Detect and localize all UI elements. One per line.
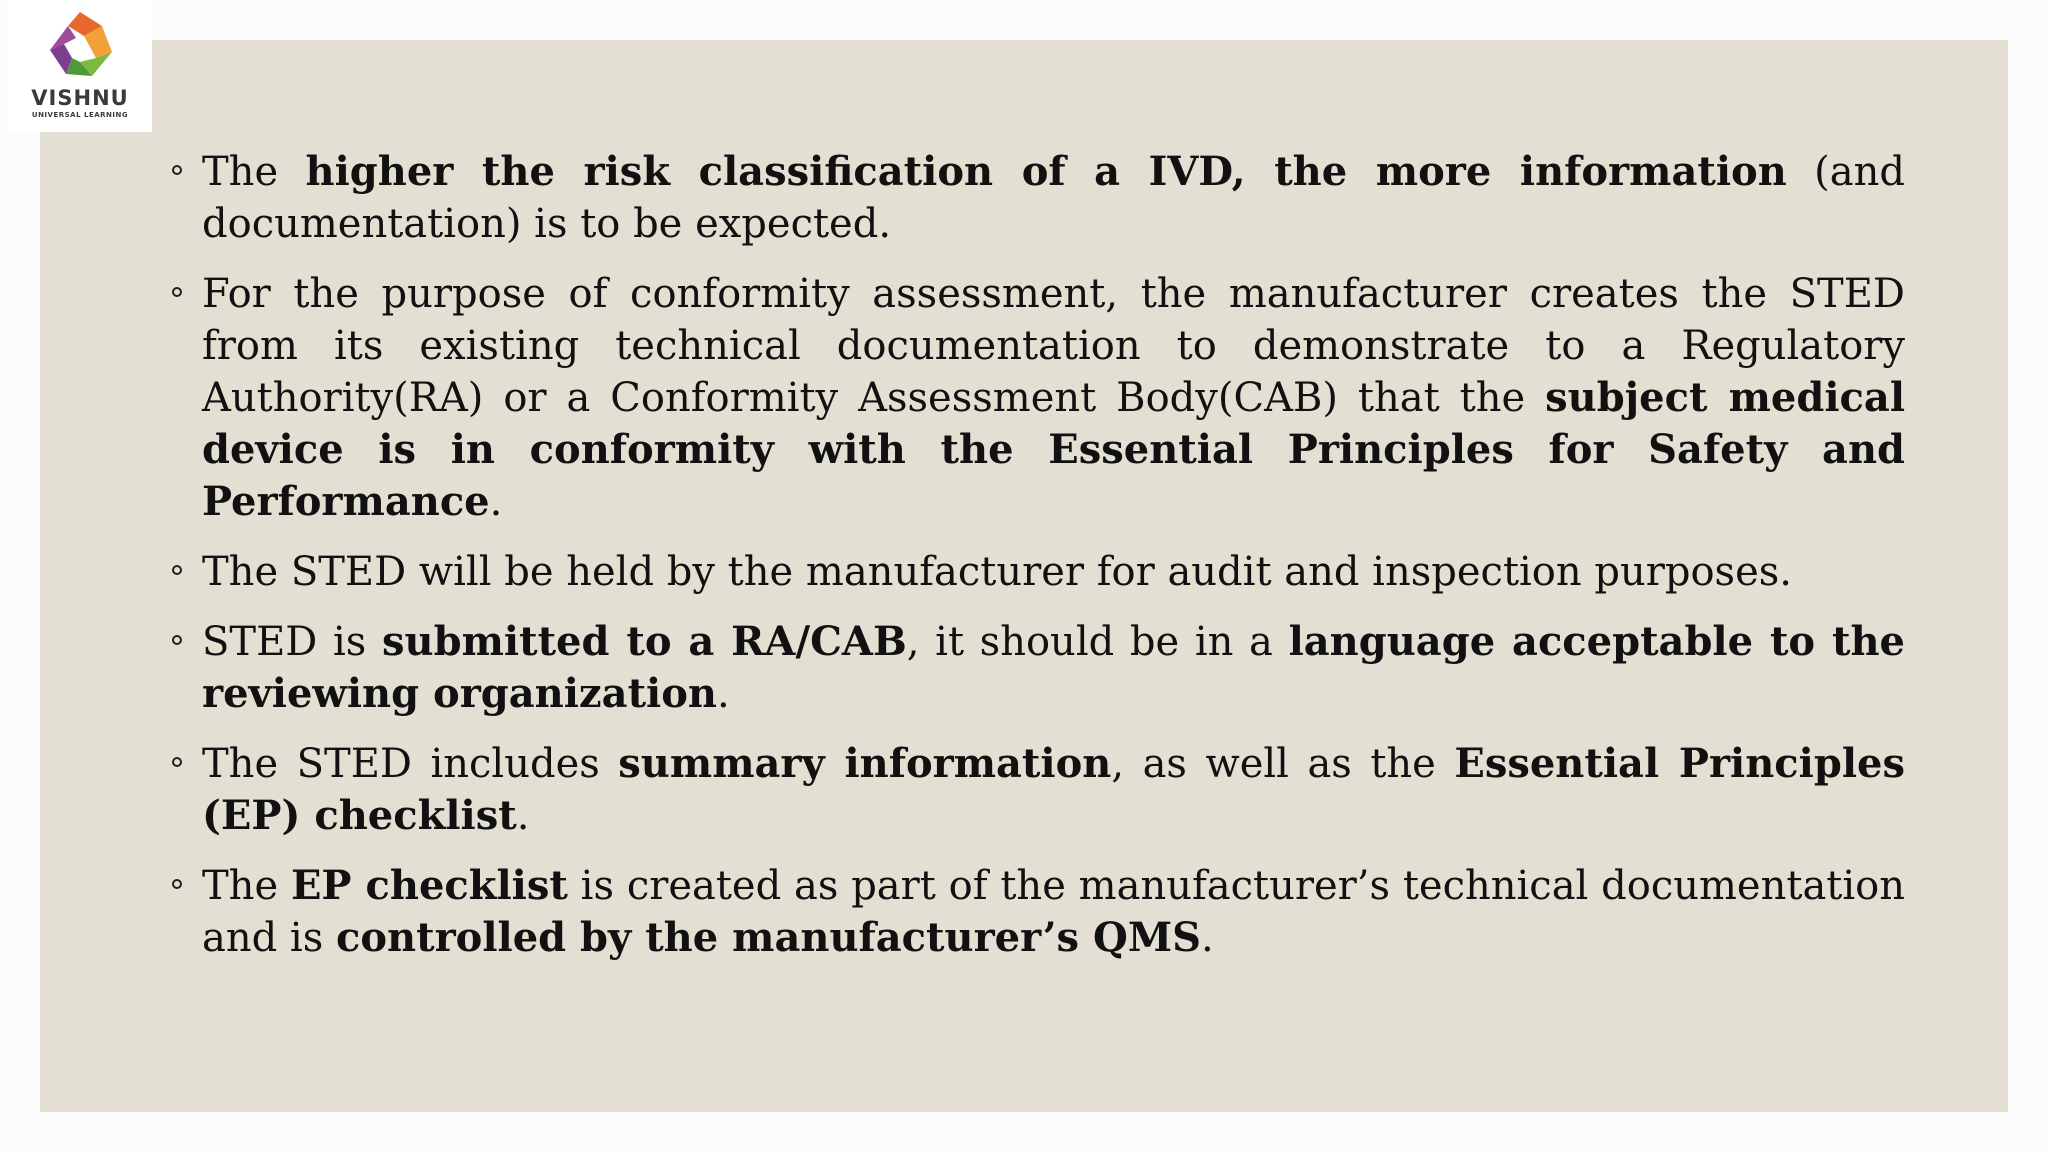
bold-text-run: controlled by the manufacturer’s QMS <box>335 914 1202 961</box>
hollow-circle-bullet-icon <box>172 565 182 575</box>
bold-text-run: Essential Principles (EP) checklist <box>202 740 1905 839</box>
text-run: STED is <box>202 619 383 665</box>
bullet-text <box>202 271 1905 525</box>
bullet-item <box>170 546 1905 598</box>
text-run: The STED will be held by the manufacturer for audit and inspection purposes. <box>202 549 1792 595</box>
hollow-circle-bullet-icon <box>172 635 182 645</box>
logo-mark-icon <box>36 10 124 86</box>
text-run: , as well as the <box>1111 741 1455 787</box>
bullet-text <box>202 549 1792 595</box>
bullet-item <box>170 146 1905 250</box>
text-run: The STED includes <box>202 741 619 787</box>
text-run: . <box>489 479 503 525</box>
hollow-circle-bullet-icon <box>172 165 182 175</box>
bullet-item <box>170 860 1905 964</box>
bold-text-run: higher the risk classification of a IVD, the more information <box>305 148 1787 195</box>
hollow-circle-bullet-icon <box>172 287 182 297</box>
bold-text-run: EP checklist <box>290 862 568 909</box>
hollow-circle-bullet-icon <box>172 879 182 889</box>
bold-text-run: submitted to a RA/CAB <box>382 618 907 665</box>
text-run: , it should be in a <box>906 619 1289 665</box>
bullet-text <box>202 619 1905 717</box>
bold-text-run: subject medical device is in conformity with the Essential Principles for Safety and Performance <box>202 374 1906 525</box>
logo-tagline: UNIVERSAL LEARNING <box>31 111 129 119</box>
hollow-circle-bullet-icon <box>172 757 182 767</box>
bullet-list <box>170 146 1905 982</box>
text-run: The <box>202 863 291 909</box>
bullet-item <box>170 738 1905 842</box>
text-run: is created as part of the manufacturer’s technical documentation and is <box>202 863 1906 961</box>
bullet-text <box>202 149 1905 247</box>
text-run: . <box>1201 915 1214 961</box>
company-logo <box>8 0 152 132</box>
text-run: . <box>717 671 730 717</box>
bold-text-run: summary information <box>618 740 1112 787</box>
text-run: . <box>516 793 530 839</box>
bullet-text <box>202 741 1905 839</box>
text-run: For the purpose of conformity assessment, the manufacturer creates the STED from its existing technical documentation to demonstrate to a Regulatory Authority(RA) or a Conformity Assessment Body(CAB) that the <box>202 271 1905 421</box>
bold-text-run: language acceptable to the reviewing organization <box>202 618 1905 717</box>
bullet-text <box>202 863 1905 961</box>
text-run: (and documentation) is to be expected. <box>202 149 1906 247</box>
bullet-item <box>170 616 1905 720</box>
logo-name: VISHNU <box>31 86 129 110</box>
text-run: The <box>202 149 306 195</box>
bullet-item <box>170 268 1905 528</box>
